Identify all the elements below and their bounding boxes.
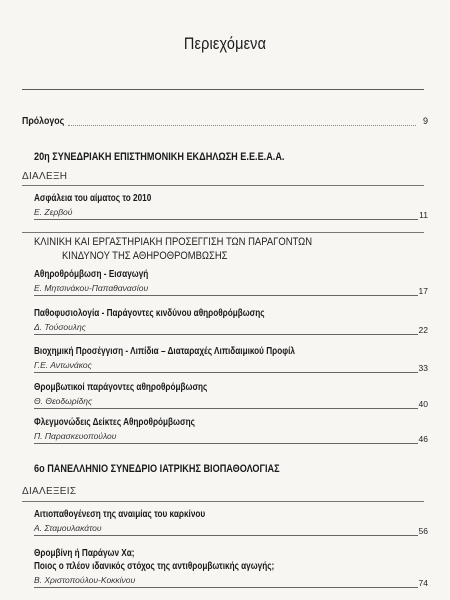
entry-author: Θ. Θεοδωρίδης (34, 396, 93, 406)
entry-underline (34, 295, 418, 296)
entry-page: 56 (418, 526, 428, 536)
entry-author: Β. Χριστοπούλου-Κοκκίνου (34, 575, 136, 585)
entry-page: 22 (418, 325, 428, 335)
page-title: Περιεχόμενα (183, 34, 267, 53)
entry-title-line2: Ποιος ο πλέον ιδανικός στόχος της αντιθρομβωτικής αγωγής; (34, 561, 275, 572)
entry-author: Π. Παρασκευοπούλου (34, 431, 117, 441)
entry-title: Θρομβωτικοί παράγοντες αθηροθρόμβωσης (34, 382, 208, 393)
entry-title: Παθοφυσιολογία - Παράγοντες κινδύνου αθηροθρόμβωσης (34, 308, 265, 319)
title-rule (22, 89, 424, 90)
section-heading-atherothrombosis: ΚΛΙΝΙΚΗ ΚΑΙ ΕΡΓΑΣΤΗΡΙΑΚΗ ΠΡΟΣΕΓΓΙΣΗ ΤΩΝ ΠΑΡΑΓΟΝΤΩΝ ΚΙΝΔΥΝΟΥ ΤΗΣ ΑΘΗΡΟΘΡΟΜΒΩΣΗΣ (34, 236, 313, 262)
entry-underline (34, 535, 418, 536)
toc-entry[interactable] (34, 548, 428, 587)
entry-underline (34, 443, 418, 444)
section-sublabel-lecture: ΔΙΑΛΕΞΗ (22, 171, 68, 182)
entry-author: Δ. Τούσουλης (34, 322, 86, 332)
section-divider (22, 185, 424, 186)
toc-entry[interactable] (34, 193, 428, 219)
toc-entry[interactable] (34, 509, 428, 535)
entry-title: Φλεγμονώδεις Δείκτες Αθηροθρόμβωσης (34, 417, 195, 428)
dot-leader (68, 125, 416, 126)
section-divider (22, 501, 424, 502)
toc-entry[interactable] (34, 269, 428, 295)
entry-page: 11 (419, 210, 428, 220)
entry-title: Βιοχημική Προσέγγιση - Λιπίδια – Διαταραχές Λιπιδαιμικού Προφίλ (34, 346, 295, 357)
section-divider (22, 232, 424, 233)
entry-title: Θρομβίνη ή Παράγων Χα; (34, 548, 135, 559)
entry-page: 33 (418, 363, 428, 373)
toc-entry[interactable] (34, 308, 428, 334)
entry-title: Αιτιοπαθογένεση της αναιμίας του καρκίνου (34, 509, 206, 520)
prologue-page: 9 (422, 116, 428, 126)
toc-entry[interactable] (34, 382, 428, 408)
section-heading-6th-congress: 6ο ΠΑΝΕΛΛΗΝΙΟ ΣΥΝΕΔΡΙΟ ΙΑΤΡΙΚΗΣ ΒΙΟΠΑΘΟΛΟΓΙΑΣ (34, 463, 280, 475)
entry-page: 40 (418, 399, 428, 409)
entry-underline (34, 219, 418, 220)
entry-author: Α. Σταμουλακάτου (34, 523, 102, 533)
entry-title: Ασφάλεια του αίματος το 2010 (34, 193, 152, 204)
section-heading-20th-event: 20η ΣΥΝΕΔΡΙΑΚΗ ΕΠΙΣΤΗΜΟΝΙΚΗ ΕΚΔΗΛΩΣΗ Ε.Ε.Ε.Α.Α. (34, 151, 285, 163)
entry-page: 46 (418, 434, 428, 444)
section-sublabel-lectures: ΔΙΑΛΕΞΕΙΣ (22, 486, 77, 497)
entry-underline (34, 408, 418, 409)
entry-underline (34, 372, 418, 373)
entry-page: 17 (418, 286, 428, 296)
entry-author: Ε. Ζερβού (34, 207, 73, 217)
prologue-entry[interactable] (22, 116, 428, 130)
entry-title: Αθηροθρόμβωση - Εισαγωγή (34, 269, 149, 280)
entry-page: 74 (418, 578, 428, 588)
prologue-label: Πρόλογος (22, 116, 65, 127)
toc-entry[interactable] (34, 417, 428, 443)
entry-author: Γ.Ε. Αντωνάκος (34, 360, 92, 370)
entry-underline (34, 334, 418, 335)
toc-entry[interactable] (34, 346, 428, 372)
entry-author: Ε. Μητσινάκου-Παπαθανασίου (34, 283, 149, 293)
entry-underline (34, 587, 418, 588)
